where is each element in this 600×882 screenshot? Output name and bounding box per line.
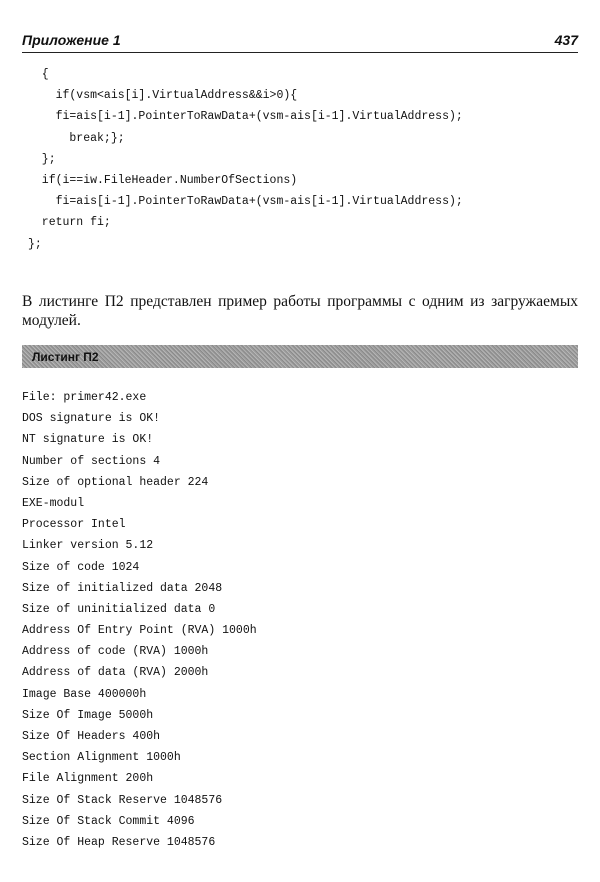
listing-line: NT signature is OK!	[22, 433, 154, 447]
listing-line: Section Alignment 1000h	[22, 751, 181, 765]
listing-line: Address of data (RVA) 2000h	[22, 666, 209, 680]
listing-line: File Alignment 200h	[22, 772, 154, 786]
code-block	[28, 64, 463, 255]
listing-line: Image Base 400000h	[22, 687, 147, 701]
listing-line: EXE-modul	[22, 496, 85, 510]
listing-line: Size Of Image 5000h	[22, 708, 154, 722]
listing-line: Number of sections 4	[22, 454, 161, 468]
listing-line: Size Of Headers 400h	[22, 730, 161, 743]
code-line: fi=ais[i-1].PointerToRawData+(vsm-ais[i-1].VirtualAddress);	[28, 195, 463, 209]
listing-line: Size Of Stack Reserve 1048576	[22, 793, 223, 807]
code-line: if(vsm<ais[i].VirtualAddress&&i>0){	[28, 89, 298, 103]
listing-line: Size of optional header 224	[22, 475, 209, 489]
page-number: 437	[554, 32, 578, 48]
code-line: };	[28, 152, 56, 166]
listing-line: Size of uninitialized data 0	[22, 602, 216, 616]
listing-output	[22, 387, 257, 853]
listing-line: Size Of Heap Reserve 1048576	[22, 835, 216, 849]
listing-line: Size Of Stack Commit 4096	[22, 814, 195, 828]
code-line: fi=ais[i-1].PointerToRawData+(vsm-ais[i-1].VirtualAddress);	[28, 110, 463, 124]
code-line: };	[28, 237, 42, 251]
listing-line: DOS signature is OK!	[22, 412, 161, 426]
listing-line: Address Of Entry Point (RVA) 1000h	[22, 624, 257, 638]
code-line: return fi;	[28, 216, 111, 230]
running-header	[22, 30, 578, 53]
chapter-title: Приложение 1	[22, 32, 121, 48]
listing-line: Linker version 5.12	[22, 539, 154, 553]
listing-line: Size of initialized data 2048	[22, 581, 223, 595]
listing-line: File: primer42.exe	[22, 391, 147, 404]
listing-line: Address of code (RVA) 1000h	[22, 645, 209, 659]
listing-banner	[22, 345, 578, 368]
listing-title: Листинг П2	[32, 350, 99, 364]
code-line: {	[28, 68, 49, 81]
code-line: break;};	[28, 131, 125, 145]
listing-line: Size of code 1024	[22, 560, 140, 574]
listing-line: Processor Intel	[22, 518, 126, 532]
code-line: if(i==iw.FileHeader.NumberOfSections)	[28, 173, 298, 187]
body-paragraph: В листинге П2 представлен пример работы программы с одним из загружаемых модулей.	[22, 293, 578, 329]
